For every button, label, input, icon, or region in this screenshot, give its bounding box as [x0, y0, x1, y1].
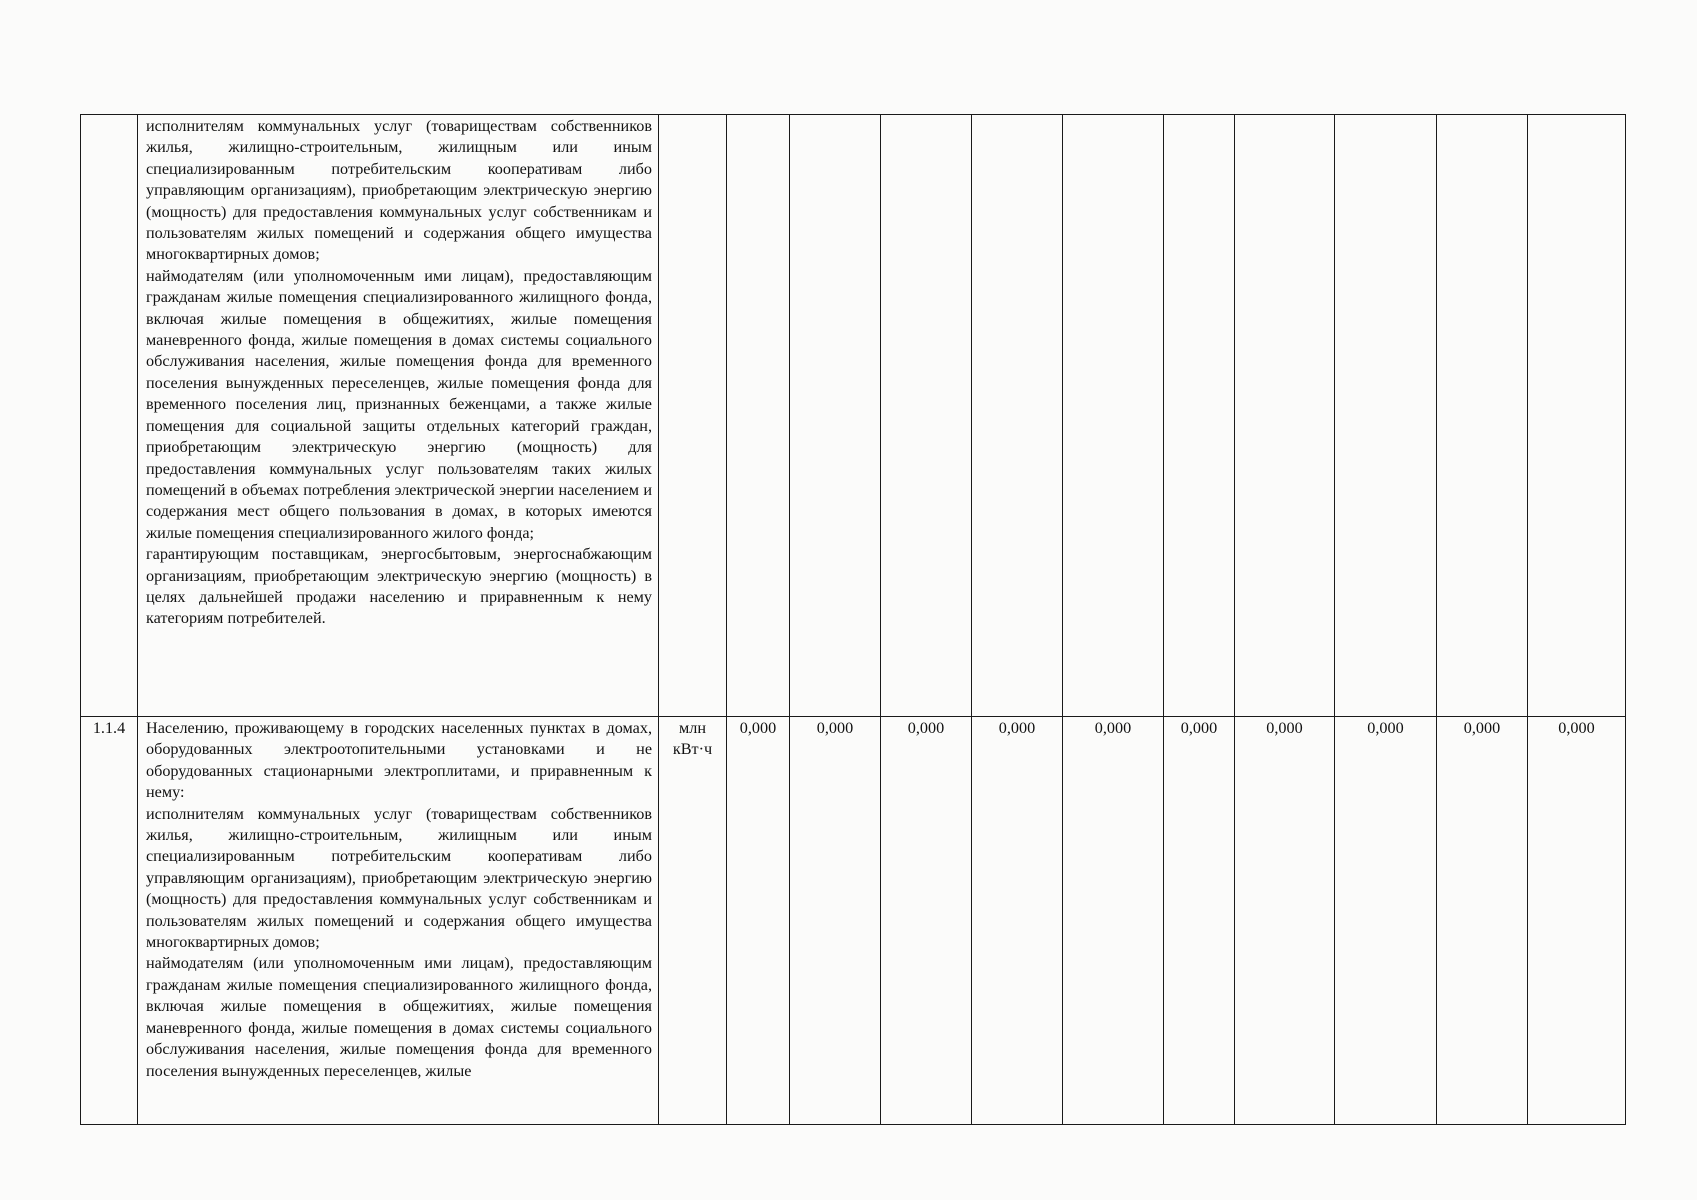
value-cell — [727, 115, 790, 717]
row-number-cell: 1.1.4 — [81, 717, 138, 1125]
value-cell — [790, 115, 881, 717]
data-table — [80, 114, 1626, 1125]
value-cell — [972, 115, 1063, 717]
value-cell — [1528, 115, 1626, 717]
description-cell — [138, 115, 659, 717]
value-cell — [1235, 115, 1335, 717]
paragraph: исполнителям коммунальных услуг (товариществам собственников жилья, жилищно-строительным, жилищным или иным специализированным потребительским кооперативам либо управляющим организациям), приобретающим электрическую энергию (мощность) для предоставления коммунальных услуг собственникам и пользователям жилых помещений и содержания общего имущества многоквартирных домов; — [146, 117, 652, 264]
value-cell: 0,000 — [1164, 717, 1235, 1125]
value-cell: 0,000 — [1235, 717, 1335, 1125]
paragraph: наймодателям (или уполномоченным ими лицам), предоставляющим гражданам жилые помещения специализированного жилищного фонда, включая жилые помещения в общежитиях, жилые помещения маневренного фонда, жилые помещения в домах системы социального обслуживания населения, жилые помещения фонда для временного поселения вынужденных переселенцев, жилые — [146, 954, 652, 1080]
paragraph: исполнителям коммунальных услуг (товариществам собственников жилья, жилищно-строительным, жилищным или иным специализированным потребительским кооперативам либо управляющим организациям), приобретающим электрическую энергию (мощность) для предоставления коммунальных услуг собственникам и пользователям жилых помещений и содержания общего имущества многоквартирных домов; — [146, 804, 652, 952]
value-cell: 0,000 — [727, 717, 790, 1125]
description-cell — [138, 717, 659, 1125]
paragraph: наймодателям (или уполномоченным ими лицам), предоставляющим гражданам жилые помещения специализированного жилищного фонда, включая жилые помещения в общежитиях, жилые помещения маневренного фонда, жилые помещения в домах системы социального обслуживания населения, жилые помещения фонда для временного поселения вынужденных переселенцев, жилые помещения фонда для временного поселения лиц, признанных беженцами, а также жилые помещения для социальной защиты отдельных категорий граждан, приобретающим электрическую энергию (мощность) для предоставления коммунальных услуг пользователям таких жилых помещений в объемах потребления электрической энергии населением и содержания мест общего пользования в домах, в которых имеются жилые помещения специализированного жилого фонда; — [146, 266, 652, 542]
value-cell: 0,000 — [790, 717, 881, 1125]
unit-cell — [659, 115, 727, 717]
row-number-cell — [81, 115, 138, 717]
value-cell: 0,000 — [1063, 717, 1164, 1125]
unit-line: кВт·ч — [672, 740, 713, 759]
value-cell: 0,000 — [1528, 717, 1626, 1125]
table-row-1-1-4 — [81, 717, 1626, 1125]
value-cell: 0,000 — [1335, 717, 1437, 1125]
unit-cell — [659, 717, 727, 1125]
value-cell: 0,000 — [1437, 717, 1528, 1125]
value-cell — [1063, 115, 1164, 717]
value-cell: 0,000 — [881, 717, 972, 1125]
value-cell — [1164, 115, 1235, 717]
value-cell — [1335, 115, 1437, 717]
value-cell — [1437, 115, 1528, 717]
table-row-continued — [81, 115, 1626, 717]
paragraph: гарантирующим поставщикам, энергосбытовым, энергоснабжающим организациям, приобретающим электрическую энергию (мощность) в целях дальнейшей продажи населению и приравненным к нему категориям потребителей. — [146, 545, 652, 628]
value-cell — [881, 115, 972, 717]
unit-line: млн — [679, 719, 706, 737]
value-cell: 0,000 — [972, 717, 1063, 1125]
paragraph: Населению, проживающему в городских населенных пунктах в домах, оборудованных электроотопительными установками и не оборудованных стационарными электроплитами, и приравненным к нему: — [146, 719, 652, 802]
